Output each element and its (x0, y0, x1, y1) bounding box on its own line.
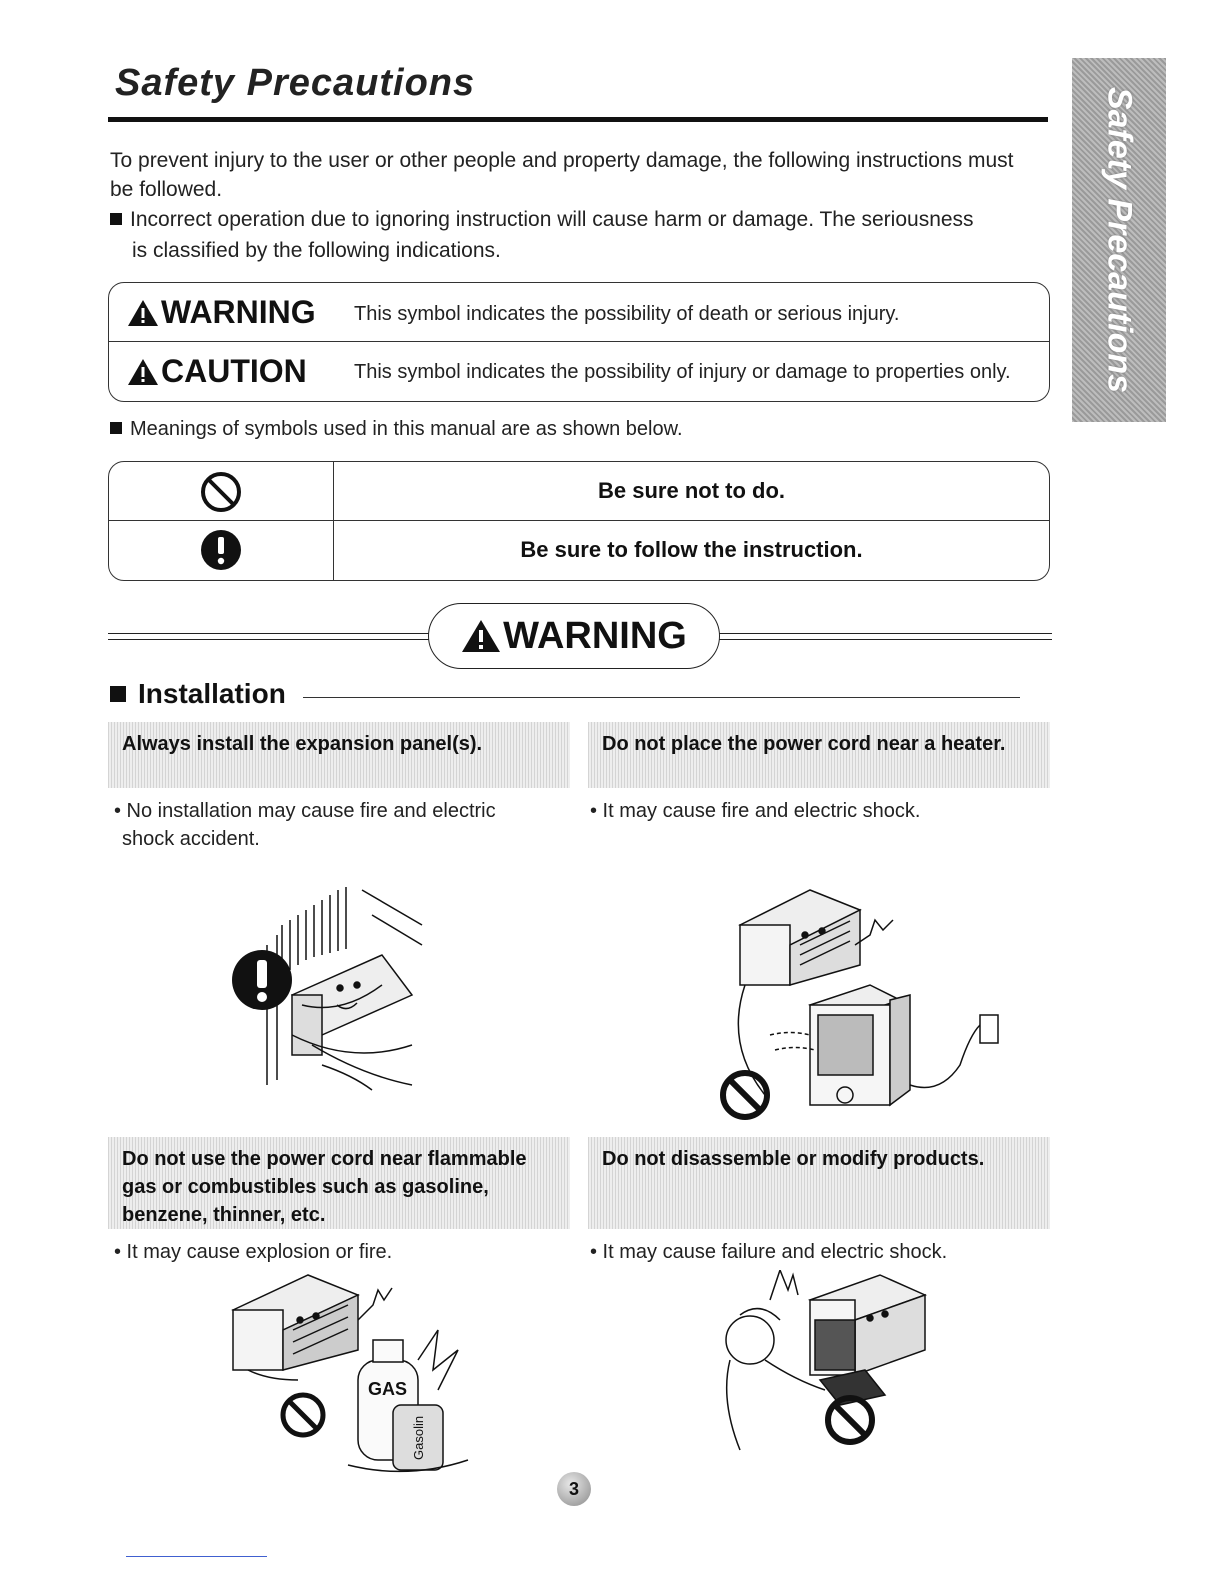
item-header-disassemble: Do not disassemble or modify products. (588, 1137, 1050, 1229)
warning-pill (428, 603, 720, 669)
caution-label: CAUTION (161, 353, 307, 389)
heater-illustration (700, 885, 1010, 1125)
warning-signal (127, 294, 316, 331)
banner-line-left (108, 633, 430, 640)
side-tab[interactable] (1072, 58, 1166, 422)
header-line: Do not use the power cord near flammable (122, 1148, 527, 1170)
mandatory-icon (199, 528, 243, 572)
item-note-disassemble (590, 1238, 1030, 1266)
section-heading (110, 678, 286, 710)
symbol-text-not-do: Be sure not to do. (598, 478, 785, 503)
intro-text: To prevent injury to the user or other people and property damage, the following instructions must be followed. (110, 149, 1014, 201)
item-note-expansion-panel (114, 797, 554, 853)
signal-word-box (108, 282, 1050, 402)
warning-banner-label: WARNING (503, 614, 687, 657)
footer-link-line (126, 1556, 267, 1557)
symbol-text-follow: Be sure to follow the instruction. (520, 537, 863, 562)
page-number: 3 (557, 1472, 591, 1506)
side-tab-label: Safety Precautions (1100, 86, 1139, 394)
intro-bullet-line1: Incorrect operation due to ignoring instruction will cause harm or damage. The seriousness (130, 208, 974, 231)
item-header-flammable-gas (108, 1137, 570, 1229)
symbols-note (110, 418, 683, 441)
header-line: benzene, thinner, etc. (122, 1204, 326, 1226)
expansion-panel-illustration (222, 885, 432, 1095)
intro-bullet (110, 204, 1040, 266)
warning-banner (108, 603, 1052, 677)
bullet-square-icon (110, 213, 122, 225)
note-line: • It may cause failure and electric shock. (590, 1241, 948, 1263)
section-rule (303, 697, 1020, 698)
caution-triangle-icon (127, 358, 159, 386)
bullet-square-icon (110, 422, 122, 434)
intro-bullet-line2: is classified by the following indications. (132, 239, 501, 262)
note-line: shock accident. (122, 828, 260, 850)
title-rule (108, 117, 1048, 122)
prohibition-icon (199, 470, 243, 514)
banner-line-right (716, 633, 1052, 640)
item-note-flammable-gas (114, 1238, 554, 1266)
divider (109, 520, 1049, 521)
item-header-expansion-panel: Always install the expansion panel(s). (108, 722, 570, 788)
caution-description: This symbol indicates the possibility of injury or damage to properties only. (354, 361, 1011, 383)
symbols-table (108, 461, 1050, 581)
warning-description: This symbol indicates the possibility of death or serious injury. (354, 303, 900, 325)
gas-label: GAS (368, 1379, 408, 1399)
note-line: • It may cause explosion or fire. (114, 1241, 393, 1263)
gasoline-can-label: Gasolin (411, 1415, 426, 1460)
warning-triangle-icon (461, 619, 501, 653)
gas-illustration (228, 1270, 478, 1480)
disassemble-illustration (710, 1270, 950, 1460)
warning-triangle-icon (127, 299, 159, 327)
caution-signal (127, 353, 307, 390)
note-line: • It may cause fire and electric shock. (590, 800, 921, 822)
note-line: • No installation may cause fire and electric (114, 800, 496, 822)
warning-label: WARNING (161, 294, 316, 330)
header-line: gas or combustibles such as gasoline, (122, 1176, 489, 1198)
bullet-square-icon (110, 686, 126, 702)
symbols-note-text: Meanings of symbols used in this manual are as shown below. (130, 418, 683, 440)
item-note-power-cord-heater (590, 797, 1030, 825)
page-title: Safety Precautions (115, 62, 476, 104)
divider (109, 341, 1049, 342)
section-title: Installation (138, 678, 286, 709)
item-header-power-cord-heater: Do not place the power cord near a heater. (588, 722, 1050, 788)
